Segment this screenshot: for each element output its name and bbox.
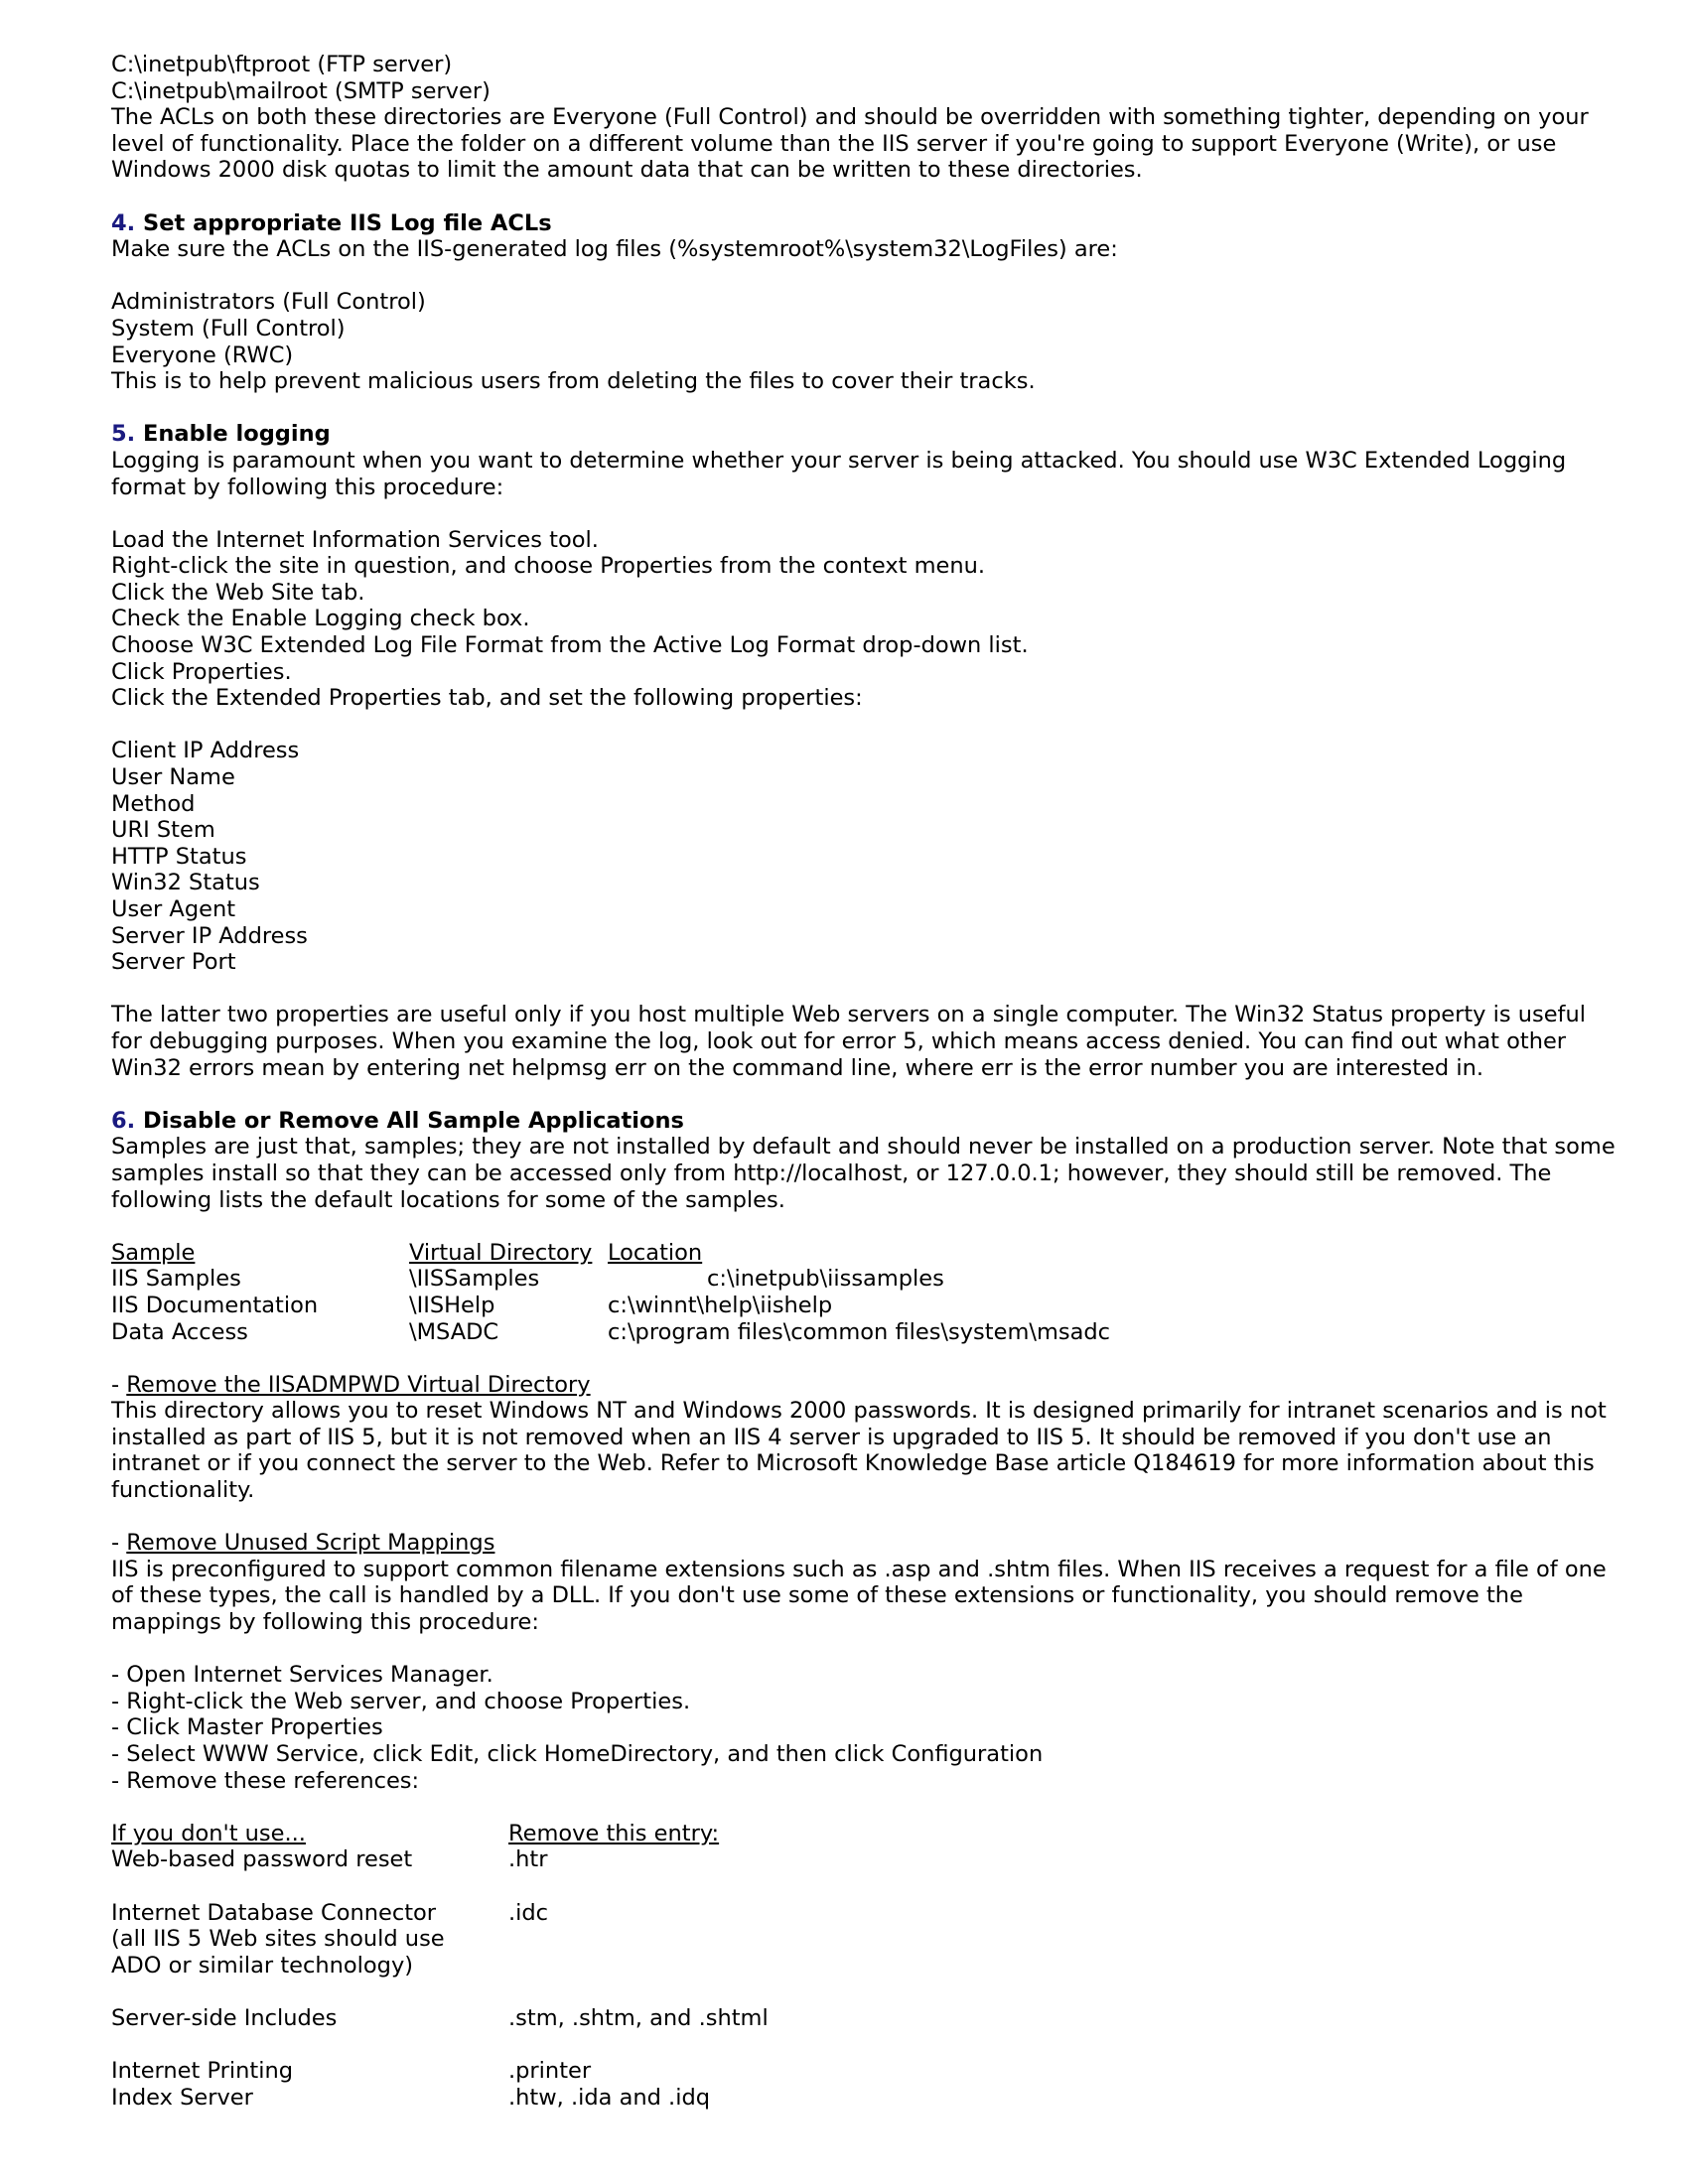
- procedure-step: - Select WWW Service, click Edit, click HomeDirectory, and then click Configuration: [111, 1741, 1044, 1767]
- column-header-if-you-dont-use: If you don't use...: [111, 1820, 306, 1846]
- table-cell: Internet Database Connector: [111, 1899, 437, 1926]
- table-cell: .stm, .shtm, and .shtml: [508, 2004, 769, 2031]
- acl-item: System (Full Control): [111, 315, 346, 341]
- subsection-title: Remove the IISADMPWD Virtual Directory: [126, 1371, 591, 1398]
- column-header-location: Location: [608, 1239, 703, 1266]
- acl-item: Administrators (Full Control): [111, 289, 426, 316]
- section-number: 5.: [111, 421, 136, 448]
- log-property: Client IP Address: [111, 738, 300, 764]
- section-number: 4.: [111, 209, 136, 236]
- table-cell: Web-based password reset: [111, 1846, 413, 1873]
- log-property: User Agent: [111, 896, 236, 922]
- table-row: [111, 2058, 1620, 2085]
- procedure-step: - Open Internet Services Manager.: [111, 1662, 493, 1689]
- table-cell: Server-side Includes: [111, 2004, 338, 2031]
- section-title: Disable or Remove All Sample Applications: [135, 1107, 684, 1134]
- table-row: [111, 1266, 1620, 1293]
- table-cell: Data Access: [111, 1318, 248, 1345]
- table-row: [111, 2005, 1620, 2032]
- procedure-step: Click Properties.: [111, 658, 292, 685]
- procedure-step: Click the Web Site tab.: [111, 579, 365, 606]
- log-property: Server IP Address: [111, 922, 308, 949]
- table-cell: .htr: [508, 1846, 548, 1873]
- table-cell: c:\inetpub\iissamples: [707, 1266, 944, 1293]
- table-cell: .idc: [508, 1899, 549, 1926]
- procedure-step: Choose W3C Extended Log File Format from the Active Log Format drop-down list.: [111, 632, 1029, 659]
- subsection-scripts-heading: [111, 1530, 1620, 1557]
- procedure-step: - Remove these references:: [111, 1767, 420, 1794]
- procedure-step: - Click Master Properties: [111, 1714, 383, 1741]
- table-cell: \MSADC: [409, 1318, 499, 1345]
- table-cell: .htw, .ida and .idq: [508, 2084, 711, 2111]
- log-property: Method: [111, 790, 196, 817]
- log-property: HTTP Status: [111, 843, 247, 870]
- subsection-iisadmpwd-heading: [111, 1372, 1620, 1399]
- path-mailroot: C:\inetpub\mailroot (SMTP server): [111, 77, 491, 104]
- table-cell: (all IIS 5 Web sites should use: [111, 1926, 445, 1953]
- log-property: Server Port: [111, 949, 236, 976]
- log-property: User Name: [111, 764, 235, 791]
- table-cell: Internet Printing: [111, 2058, 294, 2085]
- dash-prefix: -: [111, 1371, 127, 1398]
- section-6-intro: Samples are just that, samples; they are not installed by default and should never be installed on a production server. Note that some samples install so that they can be accessed only from http://localhost, or 127.0.0.1; however, they should still be removed. The following lists the default locations for some of the samples.: [111, 1134, 1616, 1213]
- table-row: [111, 1846, 1620, 1873]
- subsection-iisadmpwd-text: This directory allows you to reset Windows NT and Windows 2000 passwords. It is designed primarily for intranet scenarios and is not installed as part of IIS 5, but it is not removed when an IIS 4 server is upgraded to IIS 5. It should be removed if you don't use an intranet or if you connect the server to the Web. Refer to Microsoft Knowledge Base article Q184619 for more information about this functionality.: [111, 1398, 1607, 1504]
- section-number: 6.: [111, 1107, 136, 1134]
- column-header-sample: Sample: [111, 1239, 196, 1266]
- table-row: [111, 2085, 1620, 2112]
- table-cell: Index Server: [111, 2084, 253, 2111]
- table-cell: .printer: [508, 2058, 592, 2085]
- section-4-note: This is to help prevent malicious users from deleting the files to cover their tracks.: [111, 368, 1036, 395]
- table-row: [111, 1293, 1620, 1319]
- table-cell: c:\program files\common files\system\msadc: [608, 1318, 1111, 1345]
- column-header-virtual-directory: Virtual Directory: [409, 1239, 593, 1266]
- section-title: Enable logging: [135, 421, 331, 448]
- samples-table: [111, 1240, 1620, 1345]
- table-header-row: [111, 1821, 1620, 1847]
- procedure-step: Load the Internet Information Services tool.: [111, 526, 599, 553]
- section-4-intro: Make sure the ACLs on the IIS-generated log files (%systemroot%\system32\LogFiles) are:: [111, 236, 1118, 263]
- procedure-step: Check the Enable Logging check box.: [111, 606, 530, 632]
- table-row: [111, 1900, 1620, 1927]
- section-5-heading: [111, 421, 1620, 448]
- mapping-table: [111, 1821, 1620, 2112]
- table-row: [111, 1319, 1620, 1346]
- dash-prefix: -: [111, 1530, 127, 1557]
- log-property: URI Stem: [111, 817, 215, 844]
- table-cell: \IISSamples: [409, 1266, 540, 1293]
- column-header-remove-entry: Remove this entry:: [508, 1820, 720, 1846]
- log-property: Win32 Status: [111, 870, 260, 896]
- acl-item: Everyone (RWC): [111, 341, 294, 368]
- table-cell: IIS Samples: [111, 1266, 241, 1293]
- section-6-heading: [111, 1108, 1620, 1135]
- procedure-step: Right-click the site in question, and choose Properties from the context menu.: [111, 553, 986, 580]
- section-4-heading: [111, 210, 1620, 237]
- subsection-title: Remove Unused Script Mappings: [126, 1530, 495, 1557]
- table-row: [111, 1953, 1620, 1979]
- section-title: Set appropriate IIS Log file ACLs: [135, 209, 552, 236]
- subsection-scripts-text: IIS is preconfigured to support common filename extensions such as .asp and .shtm files. When IIS receives a request for a file of one of these types, the call is handled by a DLL. If you don't use some of these extensions or functionality, you should remove the mappings by following this procedure:: [111, 1556, 1607, 1636]
- procedure-step: - Right-click the Web server, and choose Properties.: [111, 1688, 691, 1714]
- table-row: [111, 1926, 1620, 1953]
- section-5-intro: Logging is paramount when you want to determine whether your server is being attacked. You should use W3C Extended Logging format by following this procedure:: [111, 447, 1567, 500]
- table-header-row: [111, 1240, 1620, 1267]
- table-cell: c:\winnt\help\iishelp: [608, 1292, 833, 1318]
- table-cell: IIS Documentation: [111, 1292, 319, 1318]
- procedure-step: Click the Extended Properties tab, and set the following properties:: [111, 685, 863, 712]
- table-cell: ADO or similar technology): [111, 1952, 414, 1979]
- acl-paragraph: The ACLs on both these directories are Everyone (Full Control) and should be overridden with something tighter, depending on your level of functionality. Place the folder on a different volume than the IIS server if you're going to support Everyone (Write), or use Windows 2000 disk quotas to limit the amount data that can be written to these directories.: [111, 104, 1589, 184]
- section-5-note: The latter two properties are useful only if you host multiple Web servers on a single computer. The Win32 Status property is useful for debugging purposes. When you examine the log, look out for error 5, which means access denied. You can find out what other Win32 errors mean by entering net helpmsg err on the command line, where err is the error number you are interested in.: [111, 1002, 1586, 1081]
- path-ftproot: C:\inetpub\ftproot (FTP server): [111, 52, 453, 77]
- table-cell: \IISHelp: [409, 1292, 495, 1318]
